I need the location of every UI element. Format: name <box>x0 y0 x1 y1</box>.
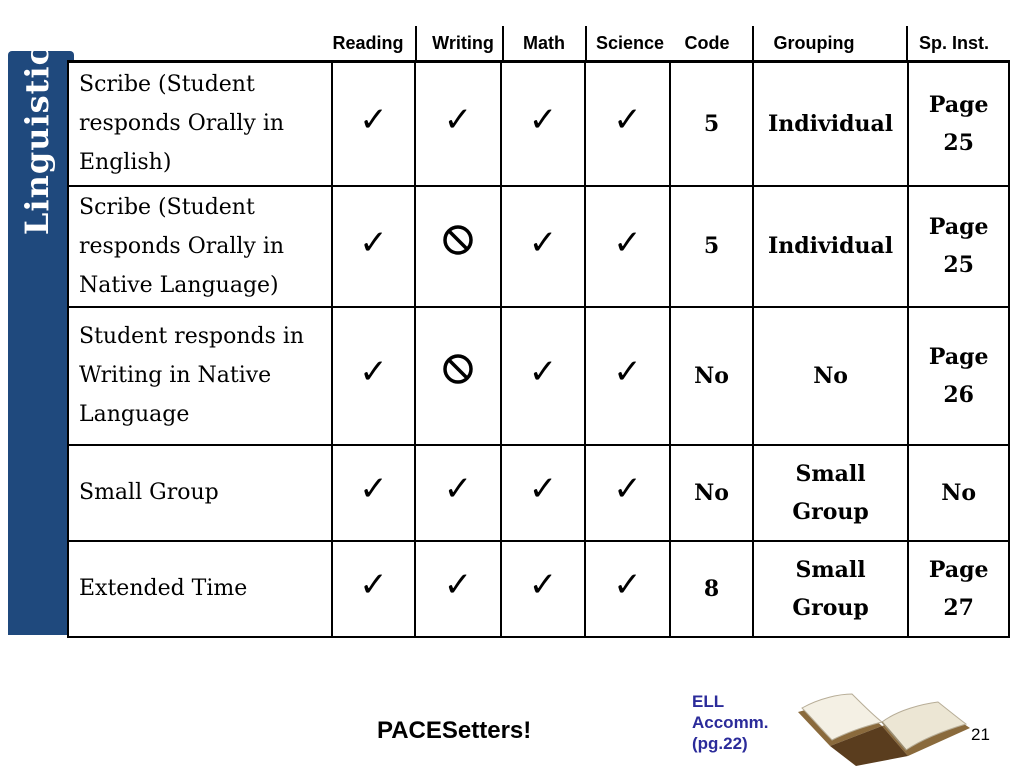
open-book-icon[interactable] <box>790 690 972 766</box>
writing-cell <box>415 307 501 445</box>
header-divider <box>415 26 417 60</box>
header-code: Code <box>684 33 730 53</box>
accommodation-cell: Scribe (Student responds Orally in English) <box>68 62 332 186</box>
code-cell: No <box>670 445 753 541</box>
ell-line: (pg.22) <box>692 734 748 753</box>
grouping-cell: Small Group <box>753 541 908 637</box>
checkmark-icon: ✓ <box>443 100 473 141</box>
writing-cell <box>415 186 501 307</box>
sp-inst-cell: No <box>908 445 1009 541</box>
header-divider <box>502 26 504 60</box>
table-row <box>68 62 1009 186</box>
table-row <box>68 307 1009 445</box>
checkmark-icon: ✓ <box>528 469 558 509</box>
header-grouping: Grouping <box>773 33 855 53</box>
grouping-cell: Individual <box>753 186 908 307</box>
page-number: 21 <box>971 725 990 744</box>
header-divider <box>585 26 587 60</box>
grouping-cell: Individual <box>753 62 908 186</box>
writing-cell <box>415 62 501 186</box>
checkmark-icon: ✓ <box>613 469 642 509</box>
math-cell <box>501 307 585 445</box>
table-row <box>68 541 1009 637</box>
accommodations-table <box>67 60 1010 638</box>
header-divider <box>752 26 754 60</box>
ell-line: ELL <box>692 692 725 711</box>
code-cell: No <box>670 307 753 445</box>
science-cell <box>585 307 670 445</box>
science-cell <box>585 445 670 541</box>
sp-inst-cell: Page 26 <box>908 307 1009 445</box>
checkmark-icon: ✓ <box>613 352 642 392</box>
prohibited-icon <box>441 223 475 257</box>
checkmark-icon: ✓ <box>359 565 388 605</box>
checkmark-icon: ✓ <box>528 565 558 605</box>
reading-cell <box>332 186 415 307</box>
checkmark-icon: ✓ <box>359 352 388 392</box>
checkmark-icon: ✓ <box>359 100 388 141</box>
header-writing: Writing <box>432 33 494 53</box>
checkmark-icon: ✓ <box>443 565 473 605</box>
sp-inst-cell: Page 25 <box>908 62 1009 186</box>
writing-cell <box>415 445 501 541</box>
header-science: Science <box>595 33 665 53</box>
sp-inst-cell: Page 25 <box>908 186 1009 307</box>
header-reading: Reading <box>332 33 404 53</box>
checkmark-icon: ✓ <box>443 469 473 509</box>
math-cell <box>501 62 585 186</box>
header-math: Math <box>523 33 565 53</box>
reading-cell <box>332 541 415 637</box>
math-cell <box>501 186 585 307</box>
code-cell: 8 <box>670 541 753 637</box>
writing-cell <box>415 541 501 637</box>
math-cell <box>501 445 585 541</box>
sp-inst-cell: Page 27 <box>908 541 1009 637</box>
checkmark-icon: ✓ <box>359 469 388 509</box>
checkmark-icon: ✓ <box>613 100 642 141</box>
checkmark-icon: ✓ <box>613 565 642 605</box>
checkmark-icon: ✓ <box>613 222 642 263</box>
grouping-cell: No <box>753 307 908 445</box>
prohibited-icon <box>441 352 475 386</box>
checkmark-icon: ✓ <box>528 100 558 141</box>
code-cell: 5 <box>670 62 753 186</box>
checkmark-icon: ✓ <box>528 352 558 392</box>
reading-cell <box>332 62 415 186</box>
table-row <box>68 186 1009 307</box>
science-cell <box>585 541 670 637</box>
science-cell <box>585 186 670 307</box>
ell-line: Accomm. <box>692 713 769 732</box>
table-row <box>68 445 1009 541</box>
checkmark-icon: ✓ <box>359 222 388 263</box>
grouping-cell: Small Group <box>753 445 908 541</box>
category-label: Linguistic <box>18 44 56 236</box>
math-cell <box>501 541 585 637</box>
accommodation-cell: Small Group <box>68 445 332 541</box>
code-cell: 5 <box>670 186 753 307</box>
reading-cell <box>332 445 415 541</box>
accommodation-cell: Extended Time <box>68 541 332 637</box>
accommodation-cell: Student responds in Writing in Native Language <box>68 307 332 445</box>
checkmark-icon: ✓ <box>528 222 558 263</box>
header-divider <box>906 26 908 60</box>
ell-reference-link[interactable] <box>692 691 769 754</box>
science-cell <box>585 62 670 186</box>
presentation-title: PACESetters! <box>377 717 532 744</box>
header-sp-inst: Sp. Inst. <box>918 33 989 53</box>
accommodation-cell: Scribe (Student responds Orally in Native Language) <box>68 186 332 307</box>
reading-cell <box>332 307 415 445</box>
